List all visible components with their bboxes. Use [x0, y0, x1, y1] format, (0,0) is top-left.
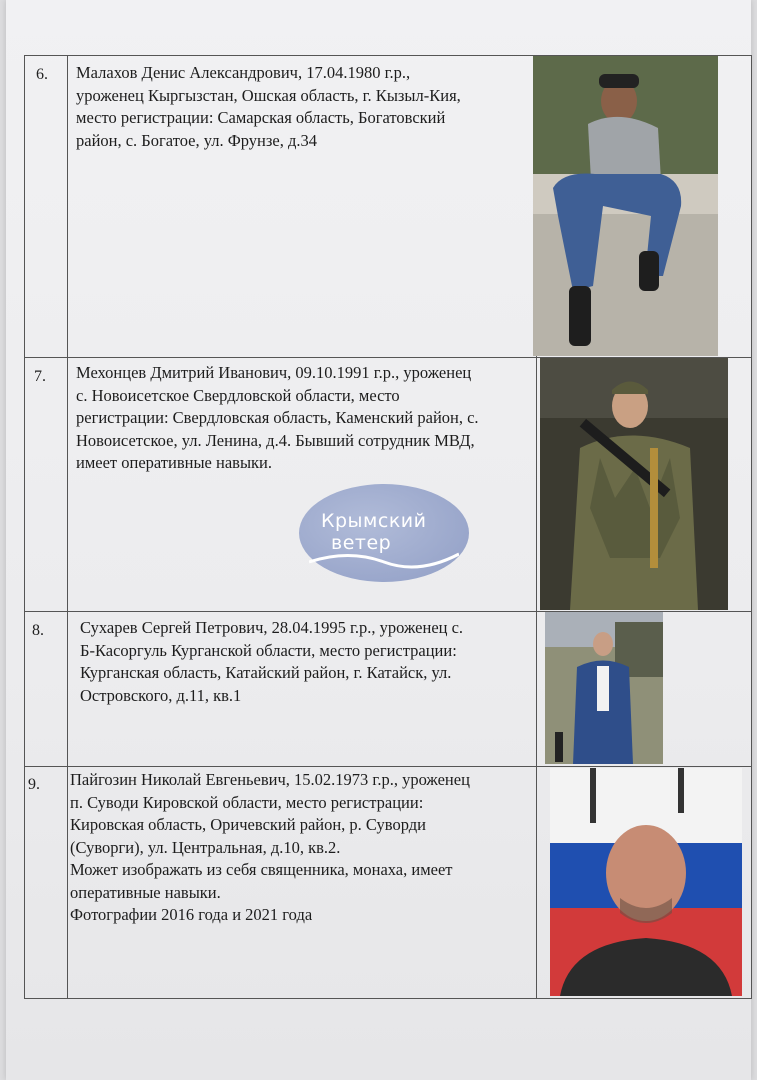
watermark-wave-icon [309, 544, 459, 574]
watermark-text-line1: Крымский [321, 510, 427, 532]
person-photo [545, 612, 663, 764]
person-photo [540, 358, 728, 610]
person-description: Пайгозин Николай Евгеньевич, 15.02.1973 г.р., уроженец п. Суводи Кировской области, место регистрации: Кировская область, Оричевский район, р. Суворди (Суворги), ул. Центральная, д.10, кв.2. Может изображать из себя священника, монаха, имеет оперативные навыки. Фотографии 2016 года и 2021 года [70, 770, 470, 924]
row-divider [24, 766, 752, 767]
person-description: Малахов Денис Александрович, 17.04.1980 г.р., уроженец Кыргызстан, Ошская область, г. Кызыл-Кия, место регистрации: Самарская область, Богатовский район, с. Богатое, ул. Фрунзе, д.34 [76, 63, 461, 150]
watermark-text-line2: ветер [331, 532, 392, 554]
person-description: Сухарев Сергей Петрович, 28.04.1995 г.р., уроженец с. Б-Касоргуль Курганской области, место регистрации: Курганская область, Катайский район, г. Катайск, ул. Островского, д.11, кв.1 [80, 618, 464, 705]
document-page [6, 0, 751, 1080]
person-photo [533, 56, 718, 356]
person-description: Мехонцев Дмитрий Иванович, 09.10.1991 г.р., уроженец с. Новоисетское Свердловской области, место регистрации: Свердловская область, Каменский район, с. Новоисетское, ул. Ленина, д.4. Бывший сотрудник МВД, имеет оперативные навыки. [76, 363, 479, 472]
row-number: 7. [34, 368, 46, 385]
watermark-logo [299, 484, 469, 582]
row-number: 6. [36, 66, 48, 83]
row-number: 9. [28, 776, 40, 793]
column-divider-number [67, 55, 68, 999]
person-photo [550, 768, 742, 996]
row-number: 8. [32, 622, 44, 639]
